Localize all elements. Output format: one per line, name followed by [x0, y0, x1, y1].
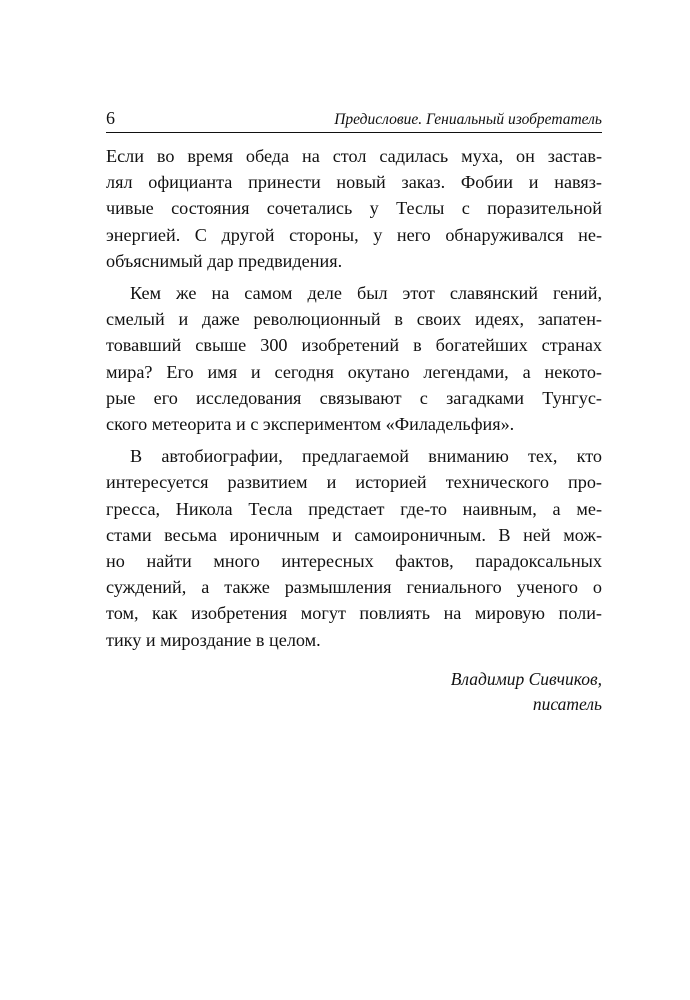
running-head: [106, 108, 602, 130]
text-line: объяснимый дар предвидения.: [106, 250, 343, 271]
body-text: [106, 143, 602, 653]
text-line: смелый и даже революционный в своих идеях, запатен-: [106, 309, 602, 330]
running-head-title: Предисловие. Гениальный изобретатель: [334, 111, 602, 128]
text-line: стами весьма ироничным и самоироничным. В ней мож-: [106, 524, 602, 545]
text-line: лял официанта принести новый заказ. Фобии и навяз-: [106, 172, 602, 193]
text-line: мира? Его имя и сегодня окутано легендами, а некото-: [106, 361, 602, 382]
header-rule: [106, 132, 602, 133]
text-line: интересуется развитием и историей технического про-: [106, 472, 602, 493]
text-line: В автобиографии, предлагаемой вниманию тех, кто: [130, 446, 602, 467]
text-line: чивые состояния сочетались у Теслы с поразительной: [106, 198, 602, 219]
paragraph: [106, 443, 602, 653]
text-line: тику и мироздание в целом.: [106, 629, 321, 650]
page-number: 6: [106, 108, 115, 128]
text-line: суждений, а также размышления гениального ученого о: [106, 577, 602, 598]
text-line: Если во время обеда на стол садилась муха, он застав-: [106, 146, 602, 166]
text-line: гресса, Никола Тесла предстает где-то наивным, а ме-: [106, 498, 602, 519]
text-line: ского метеорита и с экспериментом «Филадельфия».: [106, 414, 515, 435]
signature: [106, 667, 602, 717]
text-line: том, как изобретения могут повлиять на мировую поли-: [106, 603, 602, 624]
text-line: энергией. С другой стороны, у него обнаруживался не-: [106, 224, 602, 245]
text-line: Кем же на самом деле был этот славянский гений,: [130, 283, 602, 304]
text-line: рые его исследования связывают с загадками Тунгус-: [106, 387, 602, 408]
author-name: Владимир Сивчиков,: [450, 668, 602, 689]
text-line: но найти много интересных фактов, парадоксальных: [106, 551, 602, 572]
paragraph: [106, 280, 602, 437]
text-line: товавший свыше 300 изобретений в богатейших странах: [106, 335, 602, 356]
paragraph: [106, 143, 602, 274]
book-page: [106, 108, 602, 717]
author-role: писатель: [532, 693, 602, 714]
